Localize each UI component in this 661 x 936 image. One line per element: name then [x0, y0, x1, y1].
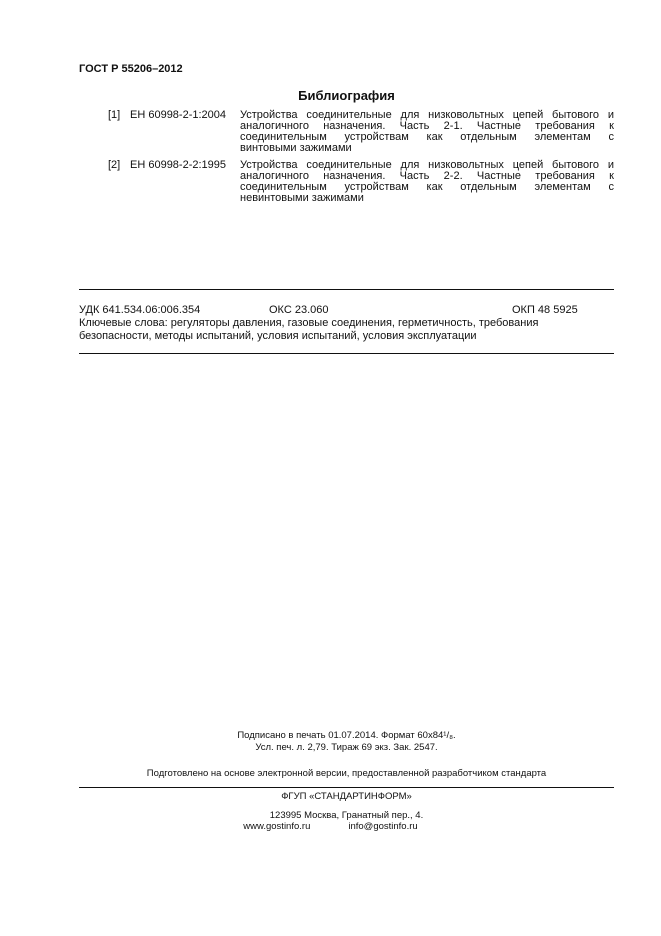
standard-code: ГОСТ Р 55206–2012: [79, 63, 183, 75]
publisher-name: ФГУП «СТАНДАРТИНФОРМ»: [281, 791, 412, 802]
oks-code: ОКС 23.060: [269, 304, 329, 316]
keywords-line: Ключевые слова: регуляторы давления, газовые соединения, герметичность, требования: [79, 317, 539, 329]
bibliography-entry-1: [108, 110, 614, 154]
imprint-divider: [79, 787, 614, 788]
entry-text-line: соединительным устройствам как отдельным элементам с: [240, 181, 614, 193]
classification-row: [79, 304, 614, 316]
bibliography-title: Библиография: [298, 88, 395, 103]
entry-standard-code: ЕН 60998-2-2:1995: [130, 159, 227, 171]
okp-code: ОКП 48 5925: [512, 304, 578, 316]
email-link[interactable]: info@gostinfo.ru: [348, 821, 418, 832]
entry-text-line: невинтовыми зажимами: [240, 192, 364, 204]
bibliography-entry-2: [108, 160, 614, 204]
udk-code: УДК 641.534.06:006.354: [79, 304, 201, 316]
entry-text-line: аналогичного назначения. Часть 2-1. Частные требования к: [240, 120, 614, 132]
keywords: [79, 317, 614, 343]
publisher-address: 123995 Москва, Гранатный пер., 4.: [269, 810, 424, 821]
entry-text-line: винтовыми зажимами: [240, 142, 352, 154]
publisher-contacts: [0, 821, 661, 832]
print-info: Усл. печ. л. 2,79. Тираж 69 экз. Зак. 2547.: [255, 742, 438, 753]
entry-text-line: Устройства соединительные для низковольтных цепей бытового и: [240, 159, 614, 171]
entry-text-line: аналогичного назначения. Часть 2-2. Частные требования к: [240, 170, 614, 182]
keywords-line: безопасности, методы испытаний, условия испытаний, условия эксплуатации: [79, 330, 477, 342]
entry-number: [2]: [108, 159, 121, 171]
website-link[interactable]: www.gostinfo.ru: [243, 821, 311, 832]
signed-info: Подписано в печать 01.07.2014. Формат 60x84¹/₈.: [237, 730, 456, 741]
entry-text-line: соединительным устройствам как отдельным элементам с: [240, 131, 614, 143]
entry-standard-code: ЕН 60998-2-1:2004: [130, 109, 227, 121]
prepared-note: Подготовлено на основе электронной версии, предоставленной разработчиком стандарта: [146, 768, 547, 779]
divider-bottom: [79, 353, 614, 354]
entry-text-line: Устройства соединительные для низковольтных цепей бытового и: [240, 109, 614, 121]
divider-top: [79, 289, 614, 290]
entry-number: [1]: [108, 109, 121, 121]
